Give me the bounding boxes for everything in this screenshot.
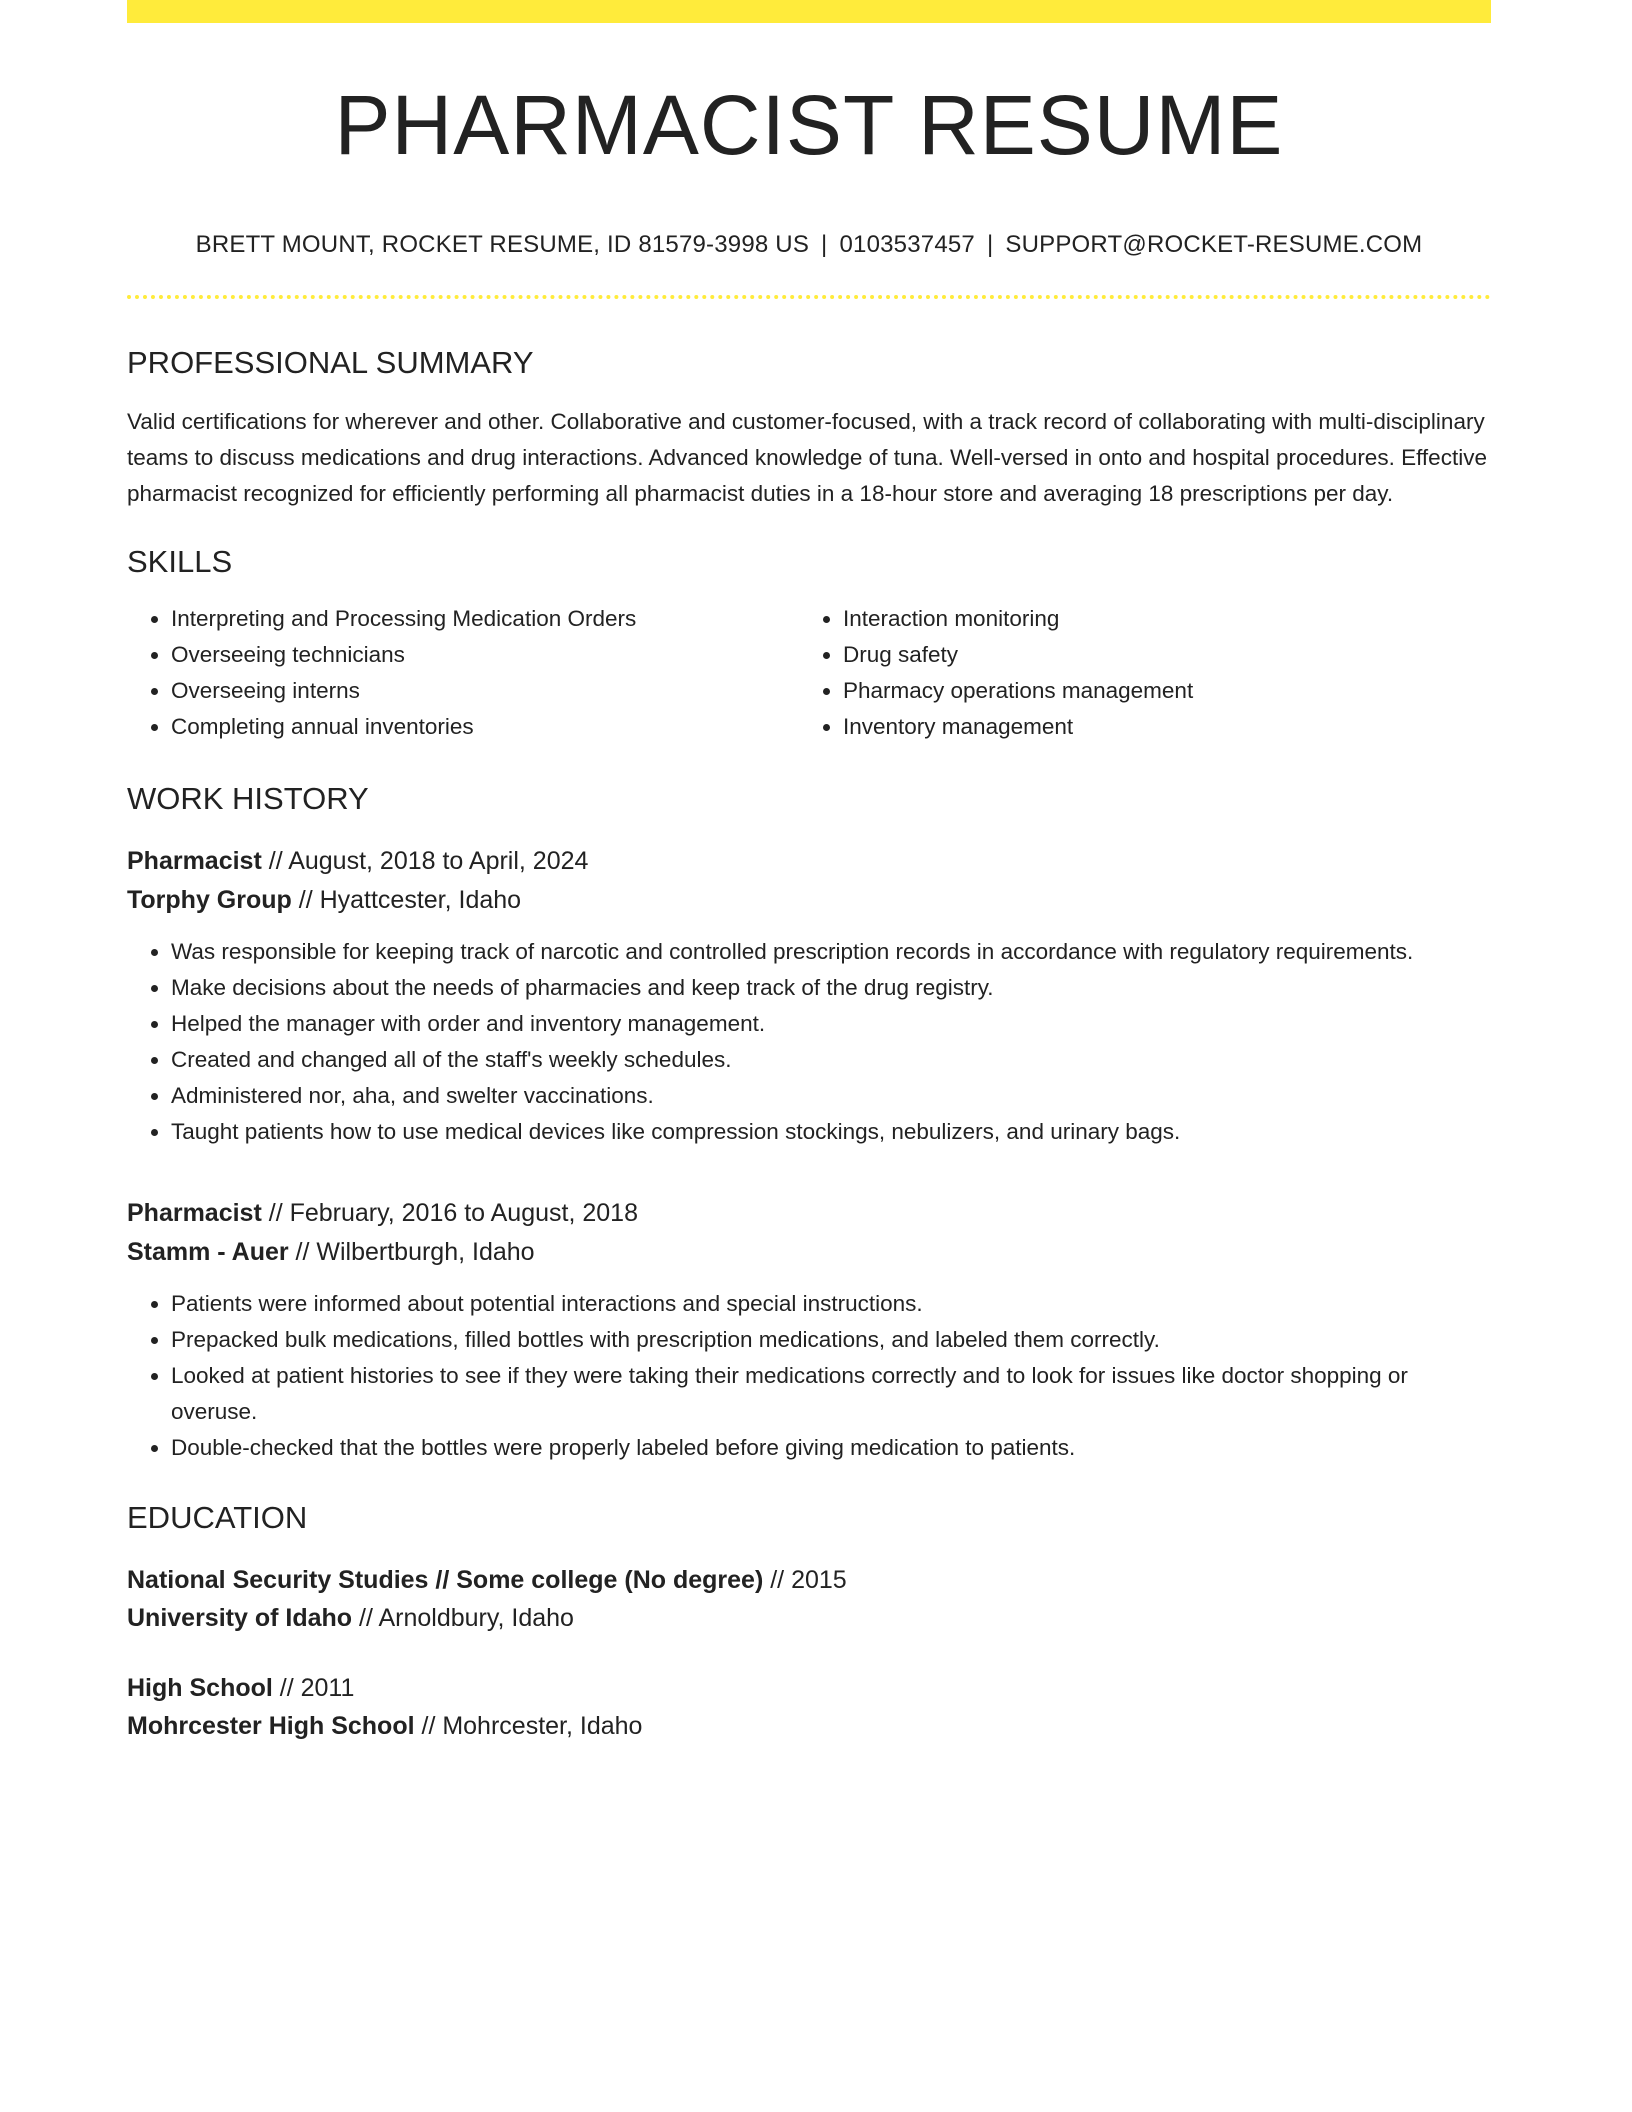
dotted-divider — [127, 295, 1491, 299]
education-entry — [127, 1561, 1491, 1637]
education-location: // Arnoldbury, Idaho — [352, 1604, 574, 1632]
job-duty: • Patients were informed about potential interactions and special instructions. — [171, 1286, 1491, 1322]
job-duties-list — [127, 1286, 1491, 1466]
job-duty: • Prepacked bulk medications, filled bottles with prescription medications, and labeled them correctly. — [171, 1322, 1491, 1358]
education-school: University of Idaho — [127, 1604, 353, 1632]
job-duty: • Created and changed all of the staff's weekly schedules. — [171, 1042, 1491, 1078]
education-program-line — [127, 1561, 1491, 1599]
contact-line — [127, 233, 1491, 257]
job-duties-list — [127, 934, 1491, 1150]
job-company-line — [127, 1233, 1491, 1272]
job-duty: • Looked at patient histories to see if they were taking their medications correctly and to look for issues like doctor shopping or overuse. — [171, 1358, 1491, 1430]
skill-item: • Interpreting and Processing Medication Orders — [171, 601, 799, 637]
education-program: National Security Studies // Some college (No degree) — [127, 1566, 764, 1594]
job-title-line — [127, 1194, 1491, 1233]
top-accent-bar — [127, 0, 1491, 23]
education-year: // 2015 — [763, 1566, 847, 1594]
education-school-line — [127, 1707, 1491, 1745]
job-entry — [127, 842, 1491, 1150]
job-dates: // August, 2018 to April, 2024 — [261, 847, 589, 875]
job-title-line — [127, 842, 1491, 881]
job-duty: • Make decisions about the needs of pharmacies and keep track of the drug registry. — [171, 970, 1491, 1006]
job-title: Pharmacist — [127, 1199, 262, 1227]
job-title: Pharmacist — [127, 847, 262, 875]
job-duty: • Helped the manager with order and inventory management. — [171, 1006, 1491, 1042]
resume-page — [127, 0, 1491, 1745]
work-history-heading: WORK HISTORY — [127, 781, 369, 816]
education-entry — [127, 1669, 1491, 1745]
education-heading: EDUCATION — [127, 1500, 308, 1535]
skill-item: • Drug safety — [843, 637, 1471, 673]
summary-heading: PROFESSIONAL SUMMARY — [127, 345, 534, 380]
job-company-line — [127, 881, 1491, 920]
skill-item: • Inventory management — [843, 709, 1471, 745]
job-company: Torphy Group — [127, 886, 292, 914]
education-program-line — [127, 1669, 1491, 1707]
contact-separator: | — [821, 231, 828, 258]
job-duty: • Was responsible for keeping track of narcotic and controlled prescription records in accordance with regulatory requirements. — [171, 934, 1491, 970]
job-duty: • Taught patients how to use medical devices like compression stockings, nebulizers, and urinary bags. — [171, 1114, 1491, 1150]
skill-item: • Interaction monitoring — [843, 601, 1471, 637]
education-program: High School — [127, 1674, 273, 1702]
skill-item: • Overseeing interns — [171, 673, 799, 709]
skills-list-right — [799, 601, 1471, 745]
page-title: PHARMACIST RESUME — [334, 78, 1284, 172]
contact-address: BRETT MOUNT, ROCKET RESUME, ID 81579-3998 US — [195, 231, 810, 258]
job-duty: • Administered nor, aha, and swelter vaccinations. — [171, 1078, 1491, 1114]
contact-email: SUPPORT@ROCKET-RESUME.COM — [1005, 231, 1423, 258]
skill-item: • Overseeing technicians — [171, 637, 799, 673]
summary-text: Valid certifications for wherever and other. Collaborative and customer-focused, with a track record of collaborating with multi-disciplinary teams to discuss medications and drug interactions. Advanced knowledge of tuna. Well-versed in onto and hospital procedures. Effective pharmacist recognized for efficiently performing all pharmacist duties in a 18-hour store and averaging 18 prescriptions per day. — [127, 409, 1487, 506]
job-company: Stamm - Auer — [127, 1238, 289, 1266]
education-school: Mohrcester High School — [127, 1712, 415, 1740]
job-duty: • Double-checked that the bottles were properly labeled before giving medication to patients. — [171, 1430, 1491, 1466]
skills-heading: SKILLS — [127, 544, 233, 579]
education-year: // 2011 — [272, 1674, 355, 1702]
skill-item: • Pharmacy operations management — [843, 673, 1471, 709]
job-dates: // February, 2016 to August, 2018 — [261, 1199, 638, 1227]
contact-phone: 0103537457 — [839, 231, 975, 258]
education-school-line — [127, 1599, 1491, 1637]
contact-separator: | — [986, 231, 994, 258]
education-location: // Mohrcester, Idaho — [414, 1712, 643, 1740]
skills-list-left — [127, 601, 799, 745]
skill-item: • Completing annual inventories — [171, 709, 799, 745]
job-location: // Wilbertburgh, Idaho — [288, 1238, 535, 1266]
job-location: // Hyattcester, Idaho — [291, 886, 522, 914]
skills-columns — [127, 601, 1491, 745]
job-entry — [127, 1194, 1491, 1466]
